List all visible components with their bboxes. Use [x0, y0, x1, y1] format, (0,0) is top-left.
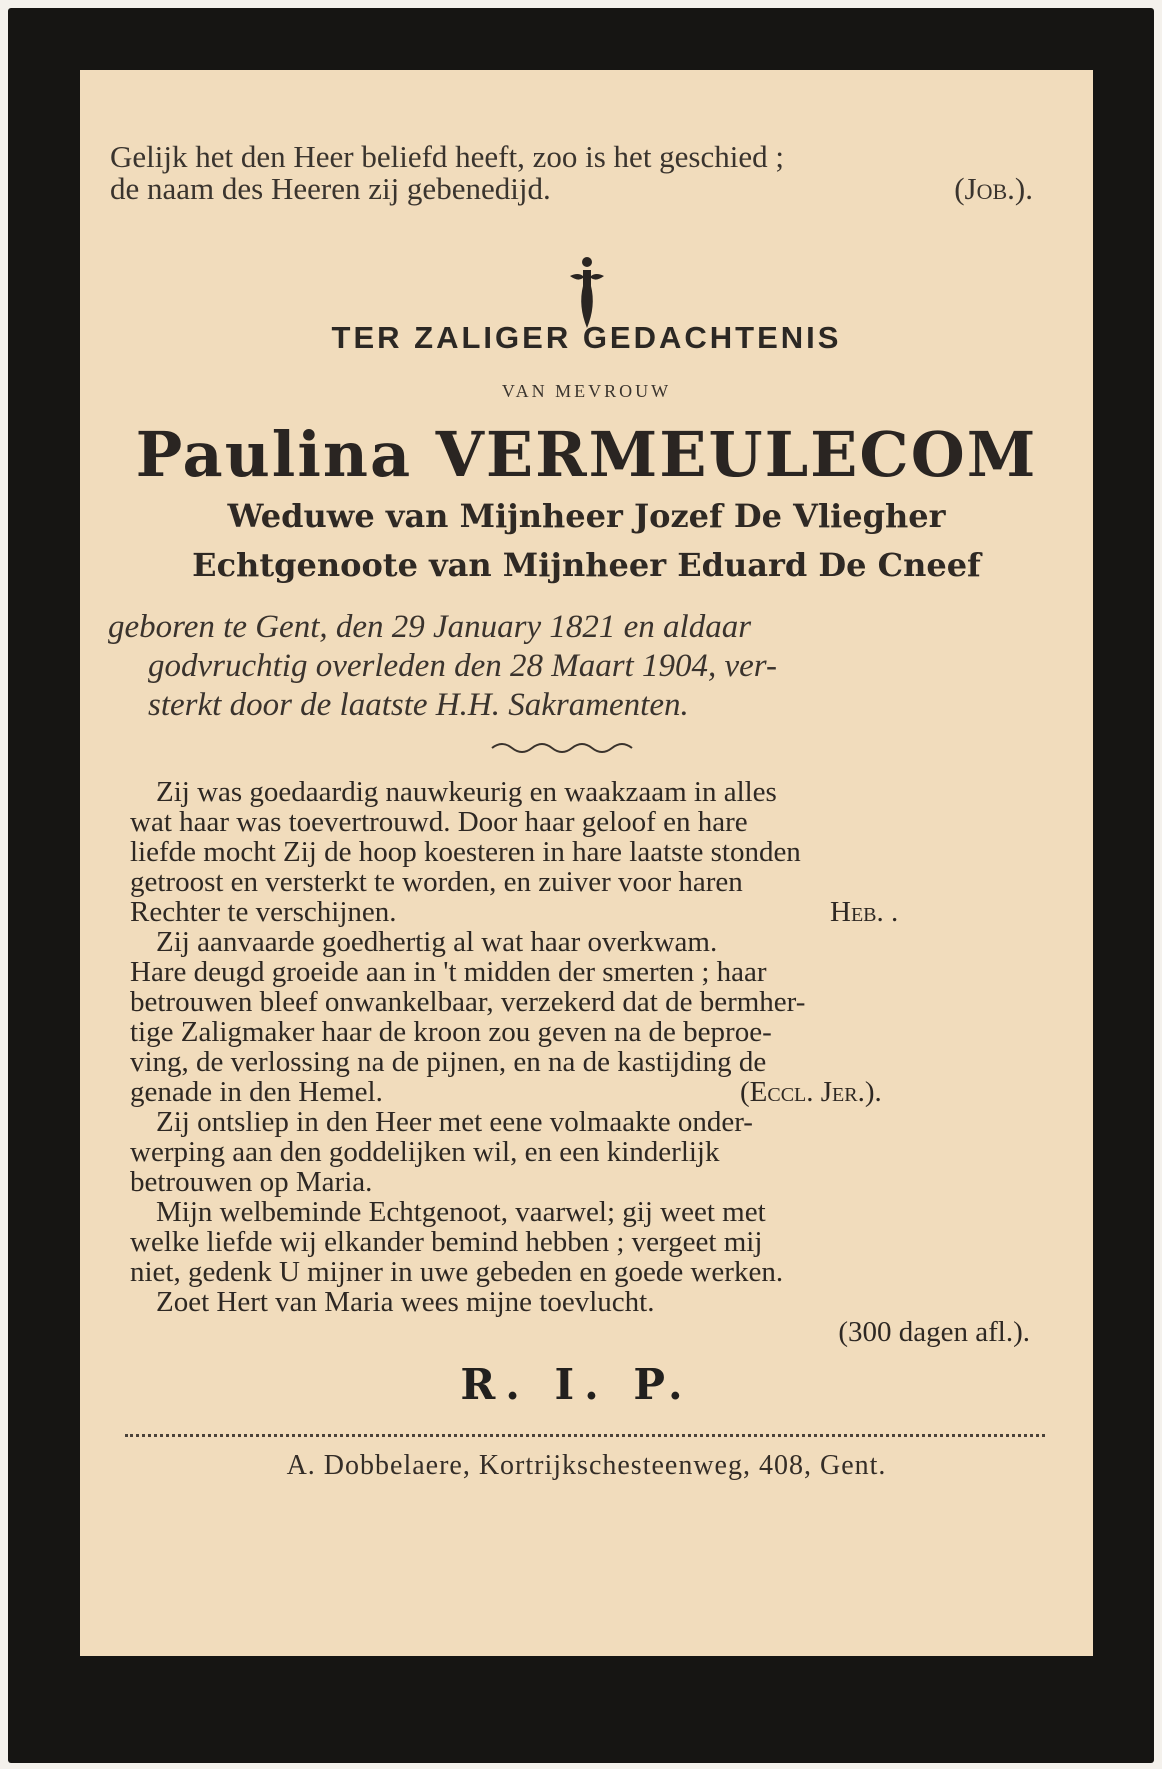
birth-line-3: sterkt door de laatste H.H. Sakramenten.	[148, 687, 689, 723]
paragraph-3-line-1: Zij ontsliep in den Heer met eene volmaakte onder-	[156, 1106, 753, 1138]
heading: TER ZALIGER GEDACHTENIS	[331, 320, 842, 355]
motto-line-1: Gelijk het den Heer beliefd heeft, zoo is het geschied ;	[110, 139, 784, 174]
paragraph-4-line-1: Mijn welbeminde Echtgenoot, vaarwel; gij weet met	[156, 1196, 766, 1228]
paragraph-2-line-4: tige Zaligmaker haar de kroon zou geven na de beproe-	[130, 1016, 772, 1048]
paragraph-4-line-3: niet, gedenk U mijner in uwe gebeden en goede werken.	[130, 1256, 784, 1288]
paragraph-1-line-1: Zij was goedaardig nauwkeurig en waakzaam in alles	[156, 776, 777, 808]
paragraph-3-line-3: betrouwen op Maria.	[130, 1166, 373, 1198]
motto-line-2	[110, 172, 1063, 206]
paragraph-3-line-2: werping aan den goddelijken wil, en een kinderlijk	[130, 1136, 720, 1168]
paragraph-1-line-5	[130, 897, 1056, 927]
dotted-rule	[125, 1434, 1045, 1437]
paragraph-1-line-3: liefde mocht Zij de hoop koesteren in hare laatste stonden	[130, 836, 801, 868]
spouse-line-2: Echtgenoote van Mijnheer Eduard De Cneef	[192, 546, 981, 584]
motto-source: (Job.).	[954, 171, 1033, 206]
memorial-card	[8, 8, 1154, 1763]
motto-line-2-text: de naam des Heeren zij gebenedijd.	[110, 171, 551, 206]
paragraph-2-line-6	[130, 1077, 1056, 1107]
paragraph-1-line-2: wat haar was toevertrouwd. Door haar geloof en hare	[130, 806, 748, 838]
deceased-name: Paulina VERMEULECOM	[135, 418, 1038, 491]
paragraph-1-line-5-text: Rechter te verschijnen.	[130, 896, 397, 928]
paragraph-2-line-3: betrouwen bleef onwankelbaar, verzekerd dat de bermher-	[130, 986, 806, 1018]
printer-line: A. Dobbelaere, Kortrijkschesteenweg, 408, Gent.	[286, 1450, 887, 1481]
birth-line-2: godvruchtig overleden den 28 Maart 1904, ver-	[148, 648, 777, 684]
paragraph-2-line-6-text: genade in den Hemel.	[130, 1076, 383, 1108]
indulgence-note: (300 dagen afl.).	[838, 1316, 1030, 1348]
prayer-line: Zoet Hert van Maria wees mijne toevlucht.	[156, 1286, 655, 1318]
ornament-divider	[490, 738, 640, 754]
paragraph-2-line-1: Zij aanvaarde goedhertig al wat haar overkwam.	[156, 926, 718, 958]
paragraph-1-line-4: getroost en versterkt te worden, en zuiver voor haren	[130, 866, 743, 898]
spouse-line-1: Weduwe van Mijnheer Jozef De Vliegher	[227, 497, 946, 535]
reference-eccl-jer: (Eccl. Jer.).	[740, 1076, 882, 1108]
reference-heb: Heb. .	[830, 896, 899, 928]
paragraph-2-line-5: ving, de verlossing na de pijnen, en na de kastijding de	[130, 1046, 767, 1078]
paragraph-2-line-2: Hare deugd groeide aan in 't midden der smerten ; haar	[130, 956, 767, 988]
paragraph-4-line-2: welke liefde wij elkander bemind hebben ; vergeet mij	[130, 1226, 763, 1258]
birth-line-1: geboren te Gent, den 29 January 1821 en aldaar	[108, 609, 752, 645]
cross-icon	[566, 256, 608, 330]
van-mevrouw: VAN MEVROUW	[501, 381, 672, 401]
rip-text: R. I. P.	[460, 1360, 693, 1409]
card-paper	[80, 70, 1093, 1656]
